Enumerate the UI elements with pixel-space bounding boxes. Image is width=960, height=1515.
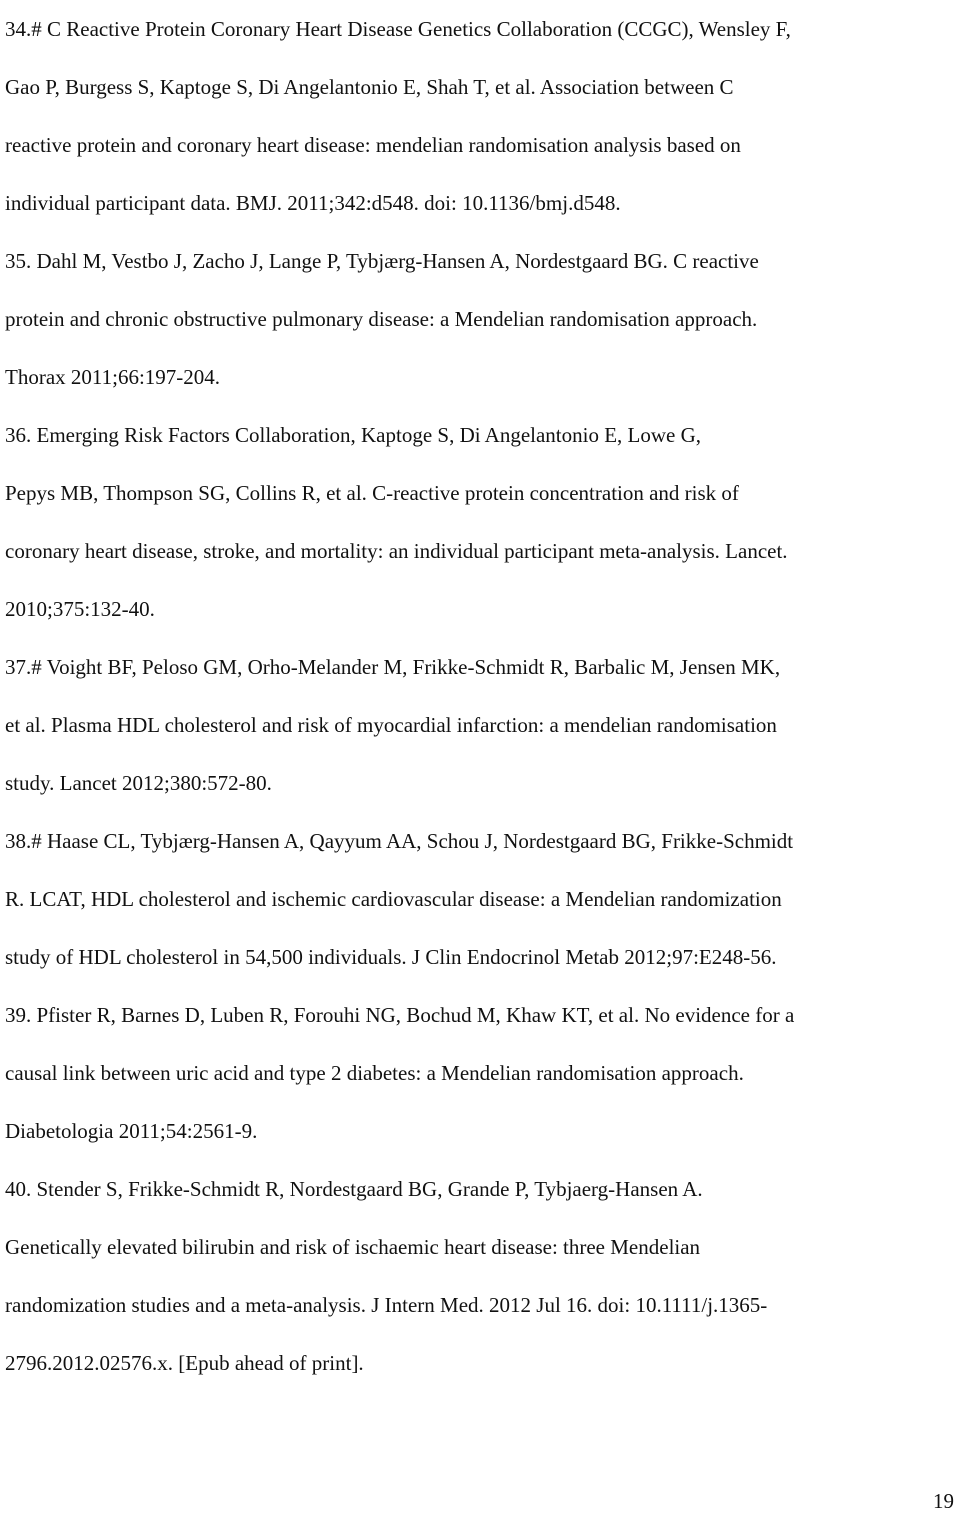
- page-number: 19: [933, 1489, 954, 1513]
- reference-line: 34.# C Reactive Protein Coronary Heart Disease Genetics Collaboration (CCGC), Wensley F,: [5, 17, 791, 41]
- reference-39: [5, 986, 957, 1160]
- reference-list: [5, 0, 957, 1392]
- reference-36: [5, 406, 957, 638]
- reference-line: Genetically elevated bilirubin and risk of ischaemic heart disease: three Mendelian: [5, 1235, 701, 1259]
- reference-line: Gao P, Burgess S, Kaptoge S, Di Angelantonio E, Shah T, et al. Association between C: [5, 75, 734, 99]
- reference-line: causal link between uric acid and type 2 diabetes: a Mendelian randomisation approach.: [5, 1061, 744, 1085]
- reference-line: Pepys MB, Thompson SG, Collins R, et al. C-reactive protein concentration and risk of: [5, 481, 739, 505]
- reference-line: coronary heart disease, stroke, and mortality: an individual participant meta-analysis. Lancet.: [5, 539, 788, 563]
- reference-line: Thorax 2011;66:197-204.: [5, 365, 221, 389]
- reference-line: 38.# Haase CL, Tybjærg-Hansen A, Qayyum AA, Schou J, Nordestgaard BG, Frikke-Schmidt: [5, 829, 794, 853]
- reference-line: study of HDL cholesterol in 54,500 individuals. J Clin Endocrinol Metab 2012;97:E248-56.: [5, 945, 777, 969]
- reference-line: 2010;375:132-40.: [5, 597, 155, 621]
- reference-34: [5, 0, 957, 232]
- reference-line: reactive protein and coronary heart disease: mendelian randomisation analysis based on: [5, 133, 741, 157]
- reference-line: 35. Dahl M, Vestbo J, Zacho J, Lange P, Tybjærg-Hansen A, Nordestgaard BG. C reactive: [5, 249, 759, 273]
- reference-37: [5, 638, 957, 812]
- reference-line: Diabetologia 2011;54:2561-9.: [5, 1119, 258, 1143]
- reference-line: 37.# Voight BF, Peloso GM, Orho-Melander M, Frikke-Schmidt R, Barbalic M, Jensen MK,: [5, 655, 781, 679]
- reference-line: 39. Pfister R, Barnes D, Luben R, Forouhi NG, Bochud M, Khaw KT, et al. No evidence for a: [5, 1003, 795, 1027]
- reference-line: study. Lancet 2012;380:572-80.: [5, 771, 272, 795]
- reference-line: et al. Plasma HDL cholesterol and risk of myocardial infarction: a mendelian randomisation: [5, 713, 777, 737]
- reference-line: individual participant data. BMJ. 2011;342:d548. doi: 10.1136/bmj.d548.: [5, 191, 621, 215]
- reference-line: 36. Emerging Risk Factors Collaboration, Kaptoge S, Di Angelantonio E, Lowe G,: [5, 423, 702, 447]
- reference-40: [5, 1160, 957, 1392]
- reference-38: [5, 812, 957, 986]
- reference-line: 40. Stender S, Frikke-Schmidt R, Nordestgaard BG, Grande P, Tybjaerg-Hansen A.: [5, 1177, 703, 1201]
- reference-line: 2796.2012.02576.x. [Epub ahead of print].: [5, 1351, 364, 1375]
- reference-line: protein and chronic obstructive pulmonary disease: a Mendelian randomisation approach.: [5, 307, 758, 331]
- reference-line: randomization studies and a meta-analysis. J Intern Med. 2012 Jul 16. doi: 10.1111/j.1365-: [5, 1293, 768, 1317]
- reference-35: [5, 232, 957, 406]
- reference-line: R. LCAT, HDL cholesterol and ischemic cardiovascular disease: a Mendelian randomization: [5, 887, 782, 911]
